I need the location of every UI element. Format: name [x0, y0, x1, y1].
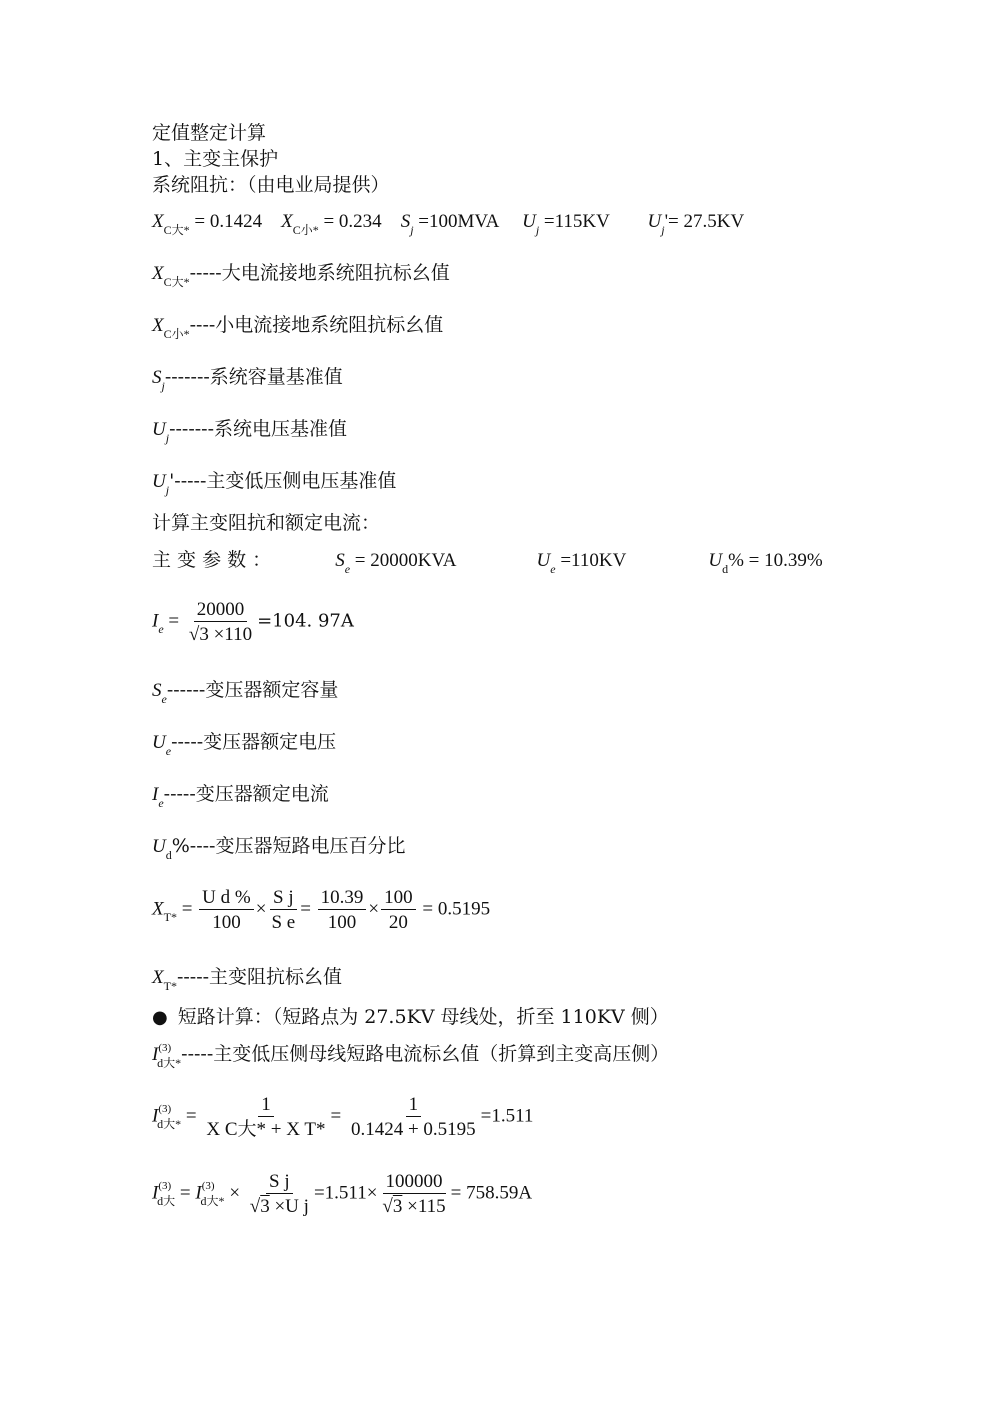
id-formula: $I^{(3)}_{d大*}$ = $\frac{1}{\text{X C大* + X T*}}$ = $\frac{1}{0.1424 + 0.5195}$ =1.511: [152, 1094, 534, 1140]
def-xc-big: $X_{C大*}-----$大电流接地系统阻抗标幺值: [152, 262, 450, 289]
ida-formula: $I^{(3)}_{d大} = I^{(3)}_{d大*}$ × $\frac{\text{S j}}{\text{√3 ×U j}}$ =1.511× $\frac{100000}{√3 \times 115}$ = 758.59A: [152, 1171, 533, 1217]
def-xc-small: $X_{C小*}----$小电流接地系统阻抗标幺值: [152, 314, 444, 341]
transformer-params: 主 变 参 数 ： $S_e = 20000KVA$ $U_e =110KV$ $U_d\% = 10.39\%$: [152, 549, 823, 576]
xt-formula: $X_{T*}$ = $\frac{\text{U d \%}}{100}$ × $\frac{\text{S j}}{\text{S e}}$ = $\frac{10.39}{100}$ × $\frac{100}{20}$ = 0.5195: [152, 887, 491, 933]
short-circuit-heading: ● 短路计算：（短路点为 27.5KV 母线处，折至 110KV 侧）: [152, 1006, 669, 1028]
calc-heading: 计算主变阻抗和额定电流：: [152, 512, 381, 534]
page-title: 定值整定计算: [152, 122, 267, 144]
def-id: $I^{(3)}_{d大*}-----$主变低压侧母线短路电流标幺值（折算到主变高压侧）: [152, 1042, 670, 1070]
bullet-icon: ●: [152, 1007, 168, 1028]
def-xt: $X_{T*}-----$主变阻抗标幺值: [152, 966, 343, 993]
def-ue: $U_e-----$变压器额定电压: [152, 731, 337, 758]
def-uj: $U_j-------$系统电压基准值: [152, 418, 348, 445]
def-sj: $S_j-------$系统容量基准值: [152, 366, 343, 393]
def-ud: $U_d\%----$变压器短路电压百分比: [152, 835, 406, 862]
ie-formula: $I_e$ = $\frac{20000}{√3 \times 110}$ =104. 97A: [152, 599, 354, 645]
sqrt-sign: √: [188, 624, 200, 645]
def-se: $S_e------$变压器额定容量: [152, 679, 339, 706]
def-ie: $I_e-----$变压器额定电流: [152, 783, 329, 810]
section-heading-main-protection: 1、主变主保护: [152, 148, 279, 170]
system-impedance-heading: 系统阻抗：（由电业局提供）: [152, 174, 390, 196]
def-uj-prime: $U_j'-----$主变低压侧电压基准值: [152, 470, 397, 497]
system-params-formula: $X_{C大*} = 0.1424$ $X_{C小*} = 0.234$ $S_j =100MVA$ $U_j =115KV$ $U_j'= 27.5KV$: [152, 211, 745, 237]
